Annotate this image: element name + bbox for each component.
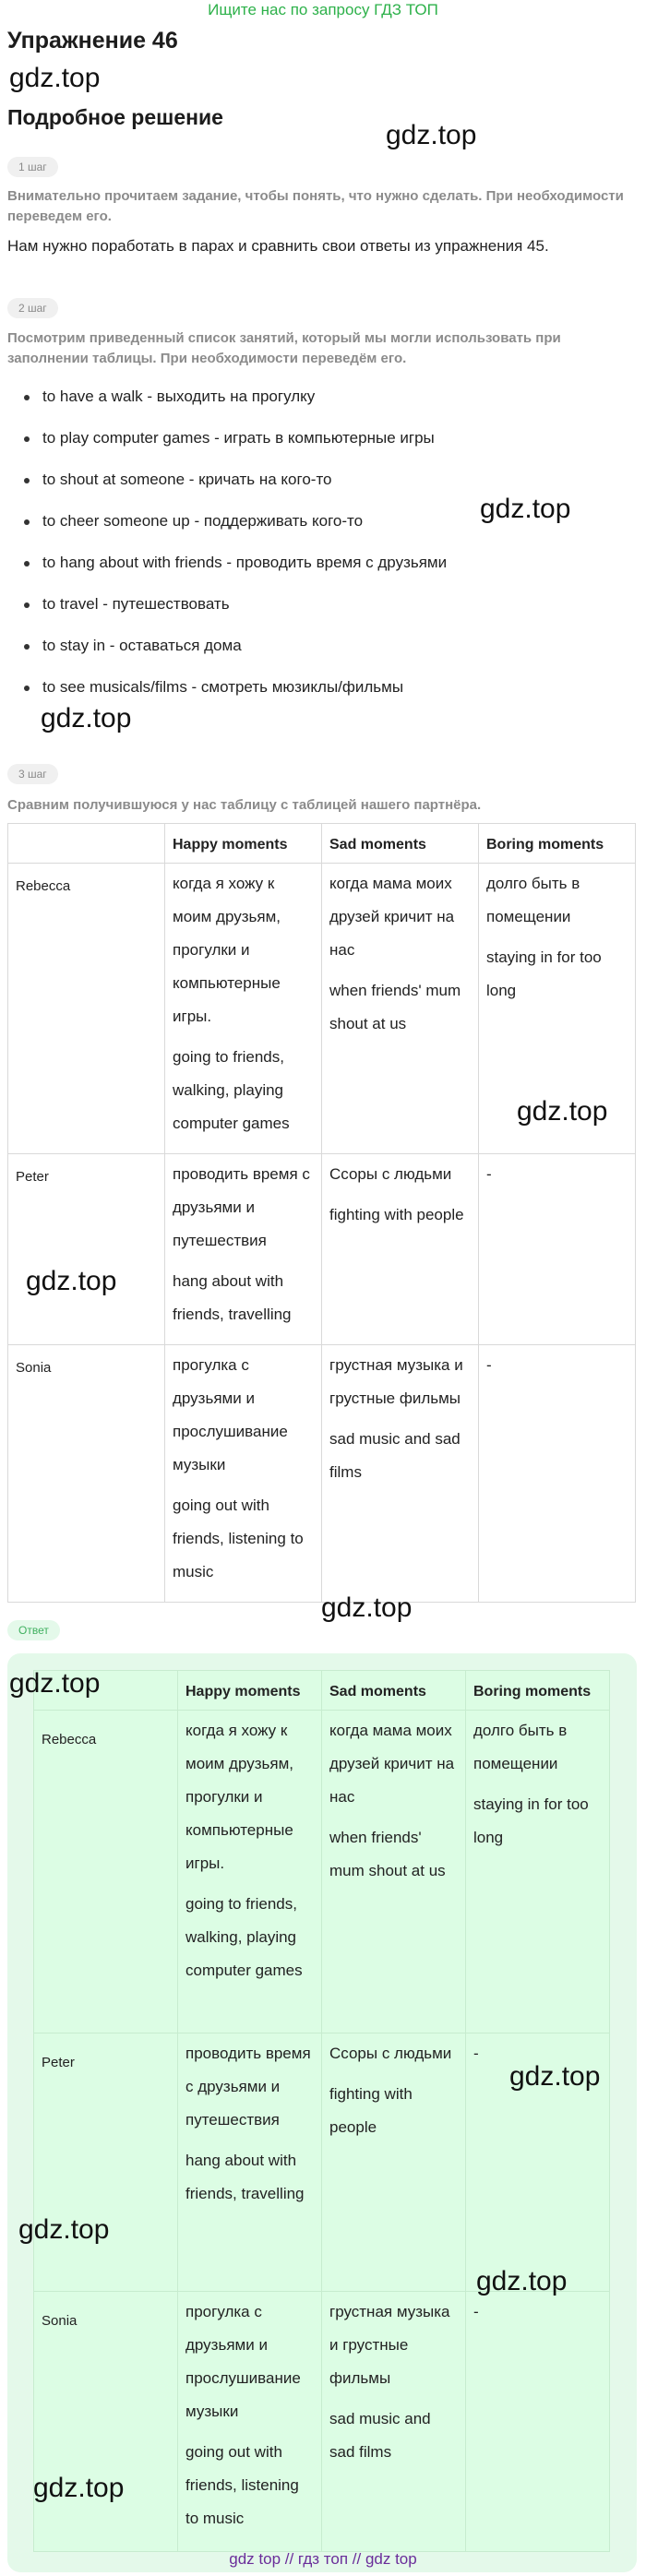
- watermark: gdz.top: [476, 2266, 568, 2296]
- table-cell: прогулка с друзьями и прослушивание музыки going out with friends, listening to music: [165, 1345, 322, 1603]
- answer-badge: Ответ: [7, 1620, 60, 1640]
- table-row: [34, 1711, 610, 2033]
- step-badge-1: 1 шаг: [7, 157, 58, 177]
- watermark: gdz.top: [480, 494, 571, 524]
- comparison-table: [7, 823, 636, 1603]
- footer-links[interactable]: gdz top // гдз топ // gdz top: [229, 2550, 417, 2568]
- list-item: to stay in - оставаться дома: [18, 637, 628, 678]
- row-name: Sonia: [8, 1345, 165, 1603]
- table-cell: Ссоры с людьми fighting with people: [322, 1154, 479, 1345]
- table-cell: грустная музыка и грустные фильмы sad music and sad films: [322, 2292, 466, 2552]
- watermark: gdz.top: [517, 1096, 608, 1127]
- row-name: Peter: [8, 1154, 165, 1345]
- table-header-cell: Boring moments: [466, 1671, 610, 1711]
- table-cell: Ссоры с людьми fighting with people: [322, 2033, 466, 2292]
- step-1-instruction: Внимательно прочитаем задание, чтобы понять, что нужно сделать. При необходимости переведем его.: [7, 188, 624, 224]
- section-title: Подробное решение: [7, 105, 223, 129]
- watermark: gdz.top: [18, 2214, 110, 2245]
- watermark: gdz.top: [41, 703, 132, 733]
- table-cell: -: [466, 2292, 610, 2552]
- table-cell: проводить время с друзьями и путешествия hang about with friends, travelling: [165, 1154, 322, 1345]
- table-cell: -: [479, 1345, 636, 1603]
- table-cell: когда мама моих друзей кричит на нас when friends' mum shout at us: [322, 864, 479, 1154]
- answer-table: [33, 1670, 610, 2552]
- table-cell: проводить время с друзьями и путешествия hang about with friends, travelling: [178, 2033, 322, 2292]
- table-cell: когда я хожу к моим друзьям, прогулки и компьютерные игры. going to friends, walking, playing computer games: [165, 864, 322, 1154]
- table-row: [34, 2292, 610, 2552]
- list-item: to have a walk - выходить на прогулку: [18, 388, 628, 429]
- list-item: to travel - путешествовать: [18, 595, 628, 637]
- table-header-cell: [8, 824, 165, 864]
- table-cell: грустная музыка и грустные фильмы sad music and sad films: [322, 1345, 479, 1603]
- table-cell: -: [479, 1154, 636, 1345]
- list-item: to hang about with friends - проводить время с друзьями: [18, 554, 628, 595]
- list-item: to shout at someone - кричать на кого-то: [18, 471, 628, 512]
- step-badge-3: 3 шаг: [7, 764, 58, 784]
- row-name: Rebecca: [8, 864, 165, 1154]
- watermark: gdz.top: [33, 2473, 125, 2503]
- activity-list: [18, 388, 628, 720]
- table-cell: когда мама моих друзей кричит на нас when friends' mum shout at us: [322, 1711, 466, 2033]
- search-banner: Ищите нас по запросу ГДЗ ТОП: [208, 1, 438, 18]
- table-header-cell: Happy moments: [178, 1671, 322, 1711]
- watermark: gdz.top: [9, 63, 101, 93]
- table-cell: долго быть в помещении staying in for too long: [466, 1711, 610, 2033]
- list-item: to play computer games - играть в компьютерные игры: [18, 429, 628, 471]
- table-cell: прогулка с друзьями и прослушивание музыки going out with friends, listening to music: [178, 2292, 322, 2552]
- step-3-instruction: Сравним получившуюся у нас таблицу с таблицей нашего партнёра.: [7, 797, 482, 813]
- page-title: Упражнение 46: [7, 28, 178, 54]
- row-name: Sonia: [34, 2292, 178, 2552]
- watermark: gdz.top: [386, 120, 477, 150]
- watermark: gdz.top: [26, 1266, 117, 1296]
- table-header-cell: Happy moments: [165, 824, 322, 864]
- watermark: gdz.top: [9, 1668, 101, 1699]
- table-header-cell: Sad moments: [322, 824, 479, 864]
- row-name: Peter: [34, 2033, 178, 2292]
- table-row: [8, 1154, 636, 1345]
- table-cell: -: [466, 2033, 610, 2292]
- list-item: to cheer someone up - поддерживать кого-то: [18, 512, 628, 554]
- step-1-answer: Нам нужно поработать в парах и сравнить свои ответы из упражнения 45.: [7, 237, 549, 255]
- table-row: [8, 1345, 636, 1603]
- list-item: to see musicals/films - смотреть мюзиклы/фильмы: [18, 678, 628, 720]
- row-name: Rebecca: [34, 1711, 178, 2033]
- table-header-cell: Sad moments: [322, 1671, 466, 1711]
- step-2-instruction: Посмотрим приведенный список занятий, который мы могли использовать при заполнении таблицы. При необходимости переведём его.: [7, 330, 561, 366]
- watermark: gdz.top: [509, 2061, 601, 2092]
- table-cell: долго быть в помещении staying in for too long: [479, 864, 636, 1154]
- step-badge-2: 2 шаг: [7, 298, 58, 318]
- watermark: gdz.top: [321, 1592, 413, 1623]
- table-cell: когда я хожу к моим друзьям, прогулки и компьютерные игры. going to friends, walking, playing computer games: [178, 1711, 322, 2033]
- table-header-cell: Boring moments: [479, 824, 636, 864]
